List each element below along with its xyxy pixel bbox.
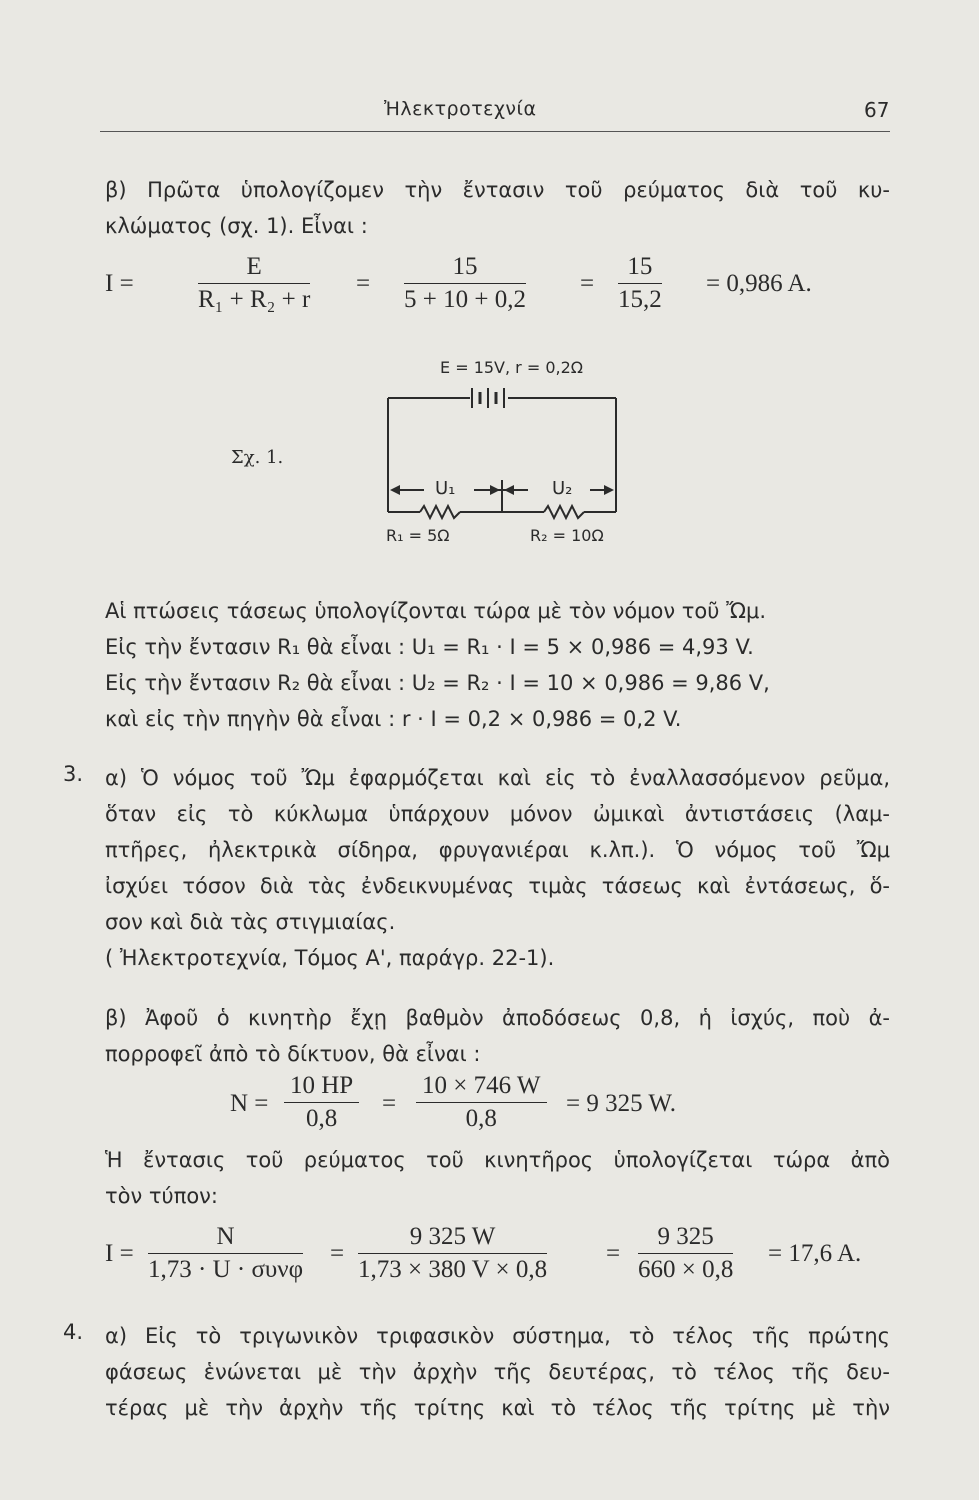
eq-result: = 0,986 A. (706, 270, 812, 297)
eq-lhs: I = (105, 1240, 134, 1267)
text-line: Αἱ πτώσεις τάσεως ὑπολογίζονται τώρα μὲ τὸν νόμον τοῦ Ὤμ. (105, 599, 767, 623)
denominator: 660 × 0,8 (638, 1256, 734, 1283)
text-line: καὶ εἰς τὴν πηγὴν θὰ εἶναι : r · I = 0,2 × 0,986 = 0,2 V. (105, 707, 682, 731)
text-line: πορροφεῖ ἀπὸ τὸ δίκτυον, θὰ εἶναι : (105, 1042, 481, 1066)
text-line: πτῆρες, ἠλεκτρικὰ σίδηρα, φρυγανιέραι κ.λπ.). Ὁ νόμος τοῦ Ὤμ (105, 838, 890, 862)
resistor-r2 (544, 506, 584, 518)
paragraph-b-intro (105, 172, 890, 244)
denominator: 0,8 (305, 1105, 338, 1132)
eq-result: = 9 325 W. (566, 1090, 676, 1117)
denominator: 1,73 · U · συνφ (148, 1256, 304, 1283)
text-line: α) Ὁ νόμος τοῦ Ὤμ ἐφαρμόζεται καὶ εἰς τὸ ἐναλλασσόμενον ρεῦμα, (105, 766, 890, 790)
text-line: κλώματος (σχ. 1). Εἶναι : (105, 214, 368, 238)
text-line: β) Πρῶτα ὑπολογίζομεν τὴν ἔντασιν τοῦ ρεύματος διὰ τοῦ κυ- (105, 178, 890, 202)
eq-result: = 17,6 A. (768, 1240, 862, 1267)
fraction-hp (284, 1071, 359, 1134)
section-4-text (105, 1318, 890, 1426)
page-number: 67 (864, 98, 890, 122)
denominator: R₁ + R₂ + r (198, 286, 311, 313)
u2-label: U₂ (552, 478, 573, 499)
running-header-title: Ἠλεκτροτεχνία (384, 98, 537, 120)
source-label: E = 15V, r = 0,2Ω (440, 358, 583, 377)
equals-sign: = (606, 1240, 621, 1267)
arrowhead (504, 485, 514, 495)
text-line: ὅταν εἰς τὸ κύκλωμα ὑπάρχουν μόνον ὠμικαὶ ἀντιστάσεις (λαμ- (105, 802, 890, 826)
numerator: 9 325 (638, 1222, 733, 1254)
text-line: Εἰς τὴν ἔντασιν R₂ θὰ εἶναι : U₂ = R₂ · I = 10 × 0,986 = 9,86 V, (105, 671, 770, 695)
denominator: 15,2 (618, 286, 662, 313)
text-line: ( Ἠλεκτροτεχνία, Τόμος Α', παράγρ. 22-1). (105, 946, 555, 970)
arrowhead (390, 485, 400, 495)
resistor-r1 (420, 506, 460, 518)
text-line: Ἡ ἔντασις τοῦ ρεύματος τοῦ κινητῆρος ὑπολογίζεται τώρα ἀπὸ (105, 1148, 890, 1172)
eq-lhs: N = (230, 1090, 269, 1117)
fraction-simplified (618, 252, 662, 315)
fraction-symbolic (148, 1222, 303, 1285)
equals-sign: = (580, 270, 595, 297)
u1-label: U₁ (435, 478, 456, 499)
text-line: τὸν τύπον: (105, 1184, 218, 1208)
equals-sign: = (356, 270, 371, 297)
numerator: E (198, 252, 310, 284)
section-3-text (105, 760, 890, 976)
section-number: 3. (63, 762, 84, 786)
denominator: 5 + 10 + 0,2 (404, 286, 526, 313)
r2-label: R₂ = 10Ω (530, 526, 604, 545)
fraction-simplified (638, 1222, 733, 1285)
paragraph-voltage-drops (105, 593, 890, 737)
numerator: 15 (404, 252, 526, 284)
fraction-watts (416, 1071, 547, 1134)
header-rule (100, 131, 890, 132)
r1-label: R₁ = 5Ω (386, 526, 450, 545)
denominator: 1,73 × 380 V × 0,8 (358, 1256, 548, 1283)
section-3-b (105, 1000, 890, 1072)
denominator: 0,8 (465, 1105, 497, 1132)
section-number: 4. (63, 1320, 84, 1344)
eq-lhs: I = (105, 270, 134, 297)
numerator: N (148, 1222, 303, 1254)
equals-sign: = (382, 1090, 397, 1117)
paragraph-motor-current (105, 1142, 890, 1214)
text-line: σον καὶ διὰ τὰς στιγμιαίας. (105, 910, 396, 934)
text-line: β) Ἀφοῦ ὁ κινητὴρ ἔχῃ βαθμὸν ἀποδόσεως 0,8, ἡ ἰσχύς, ποὺ ἀ- (105, 1006, 890, 1030)
fraction-symbolic (198, 252, 310, 315)
text-line: φάσεως ἑνώνεται μὲ τὴν ἀρχὴν τῆς δευτέρας, τὸ τέλος τῆς δευ- (105, 1360, 890, 1384)
fraction-numeric (358, 1222, 547, 1285)
numerator: 10 HP (284, 1071, 359, 1103)
circuit-diagram (380, 360, 640, 564)
numerator: 10 × 746 W (416, 1071, 547, 1103)
arrowhead (604, 485, 614, 495)
text-line: α) Εἰς τὸ τριγωνικὸν τριφασικὸν σύστημα, τὸ τέλος τῆς πρώτης (105, 1324, 890, 1348)
numerator: 15 (618, 252, 662, 284)
text-line: Εἰς τὴν ἔντασιν R₁ θὰ εἶναι : U₁ = R₁ · I = 5 × 0,986 = 4,93 V. (105, 635, 754, 659)
numerator: 9 325 W (358, 1222, 547, 1254)
text-line: τέρας μὲ τὴν ἀρχὴν τῆς τρίτης καὶ τὸ τέλος τῆς τρίτης μὲ τὴν (105, 1396, 890, 1420)
text-line: ἰσχύει τόσον διὰ τὰς ἐνδεικνυμένας τιμὰς τάσεως καὶ ἐντάσεως, ὅ- (105, 874, 890, 898)
fraction-numeric (404, 252, 526, 315)
arrowhead (490, 485, 500, 495)
equals-sign: = (330, 1240, 345, 1267)
figure-label: Σχ. 1. (231, 447, 284, 468)
